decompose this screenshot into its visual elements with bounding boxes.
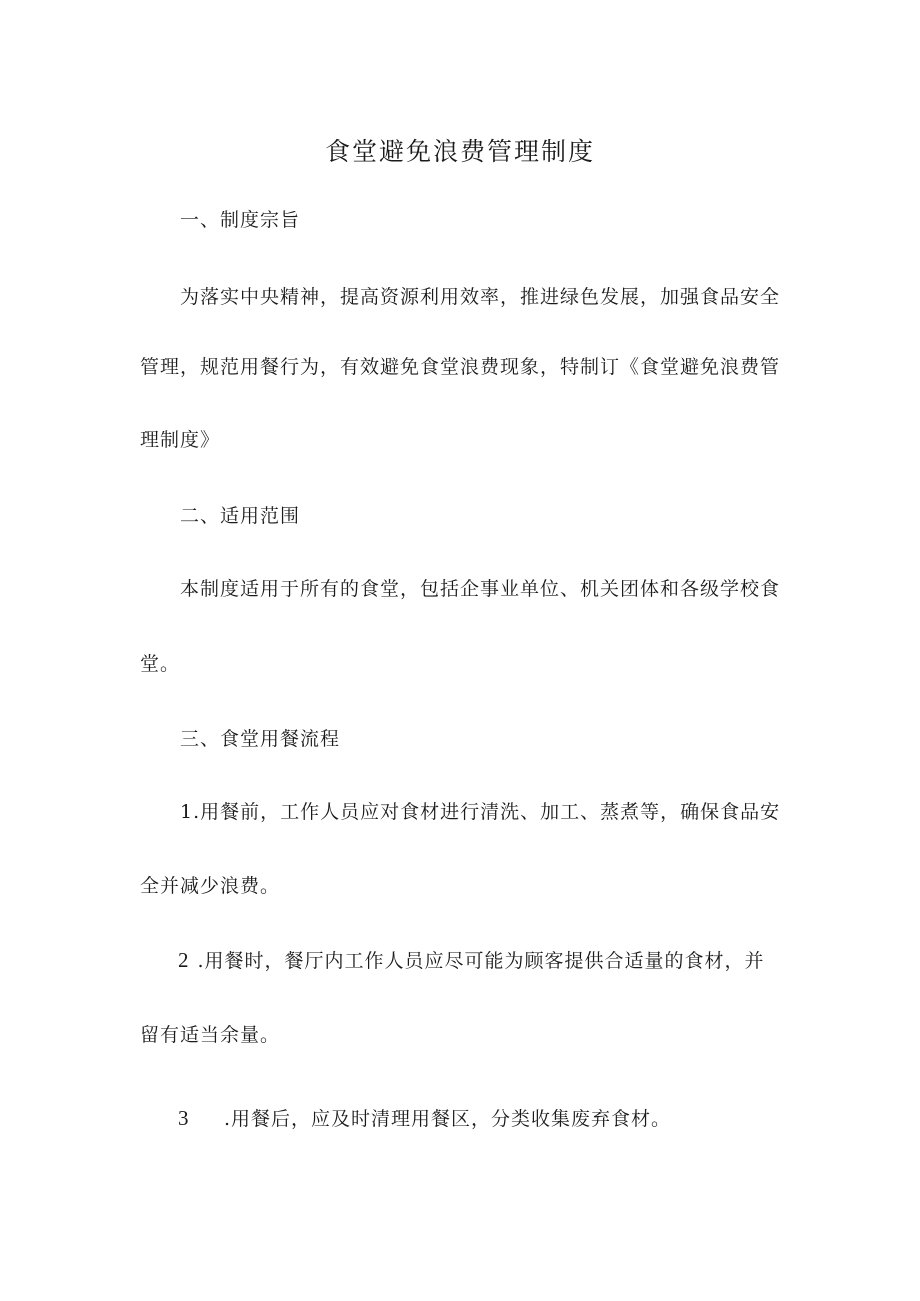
- paragraph-line: 本制度适用于所有的食堂，包括企事业单位、机关团体和各级学校食: [180, 578, 781, 600]
- list-item-number: 3: [178, 1106, 190, 1130]
- paragraph-line: 为落实中央精神，提高资源利用效率，推进绿色发展，加强食品安全: [180, 286, 781, 308]
- list-item-line: 全并减少浪费。: [140, 875, 281, 897]
- list-item-text: .用餐时，餐厅内工作人员应尽可能为顾客提供合适量的食材，并: [197, 950, 765, 972]
- paragraph-line: 管理，规范用餐行为，有效避免食堂浪费现象，特制订《食堂避免浪费管: [140, 356, 781, 378]
- paragraph-line: 堂。: [140, 653, 181, 675]
- document-title: 食堂避免浪费管理制度: [324, 137, 595, 166]
- list-item-line: 1.用餐前，工作人员应对食材进行清洗、加工、蒸煮等，确保食品安: [180, 801, 781, 823]
- list-item-line: 留有适当余量。: [140, 1024, 281, 1046]
- section-heading-process: 三、食堂用餐流程: [180, 728, 341, 750]
- list-item-3: [178, 1104, 671, 1133]
- list-item-text: .用餐后，应及时清理用餐区，分类收集废弃食材。: [224, 1108, 672, 1130]
- paragraph-line: 理制度》: [140, 429, 221, 451]
- section-heading-scope: 二、适用范围: [180, 505, 301, 527]
- section-heading-purpose: 一、制度宗旨: [180, 209, 301, 231]
- list-item-number: 2: [178, 948, 190, 972]
- list-item-2: [178, 946, 780, 975]
